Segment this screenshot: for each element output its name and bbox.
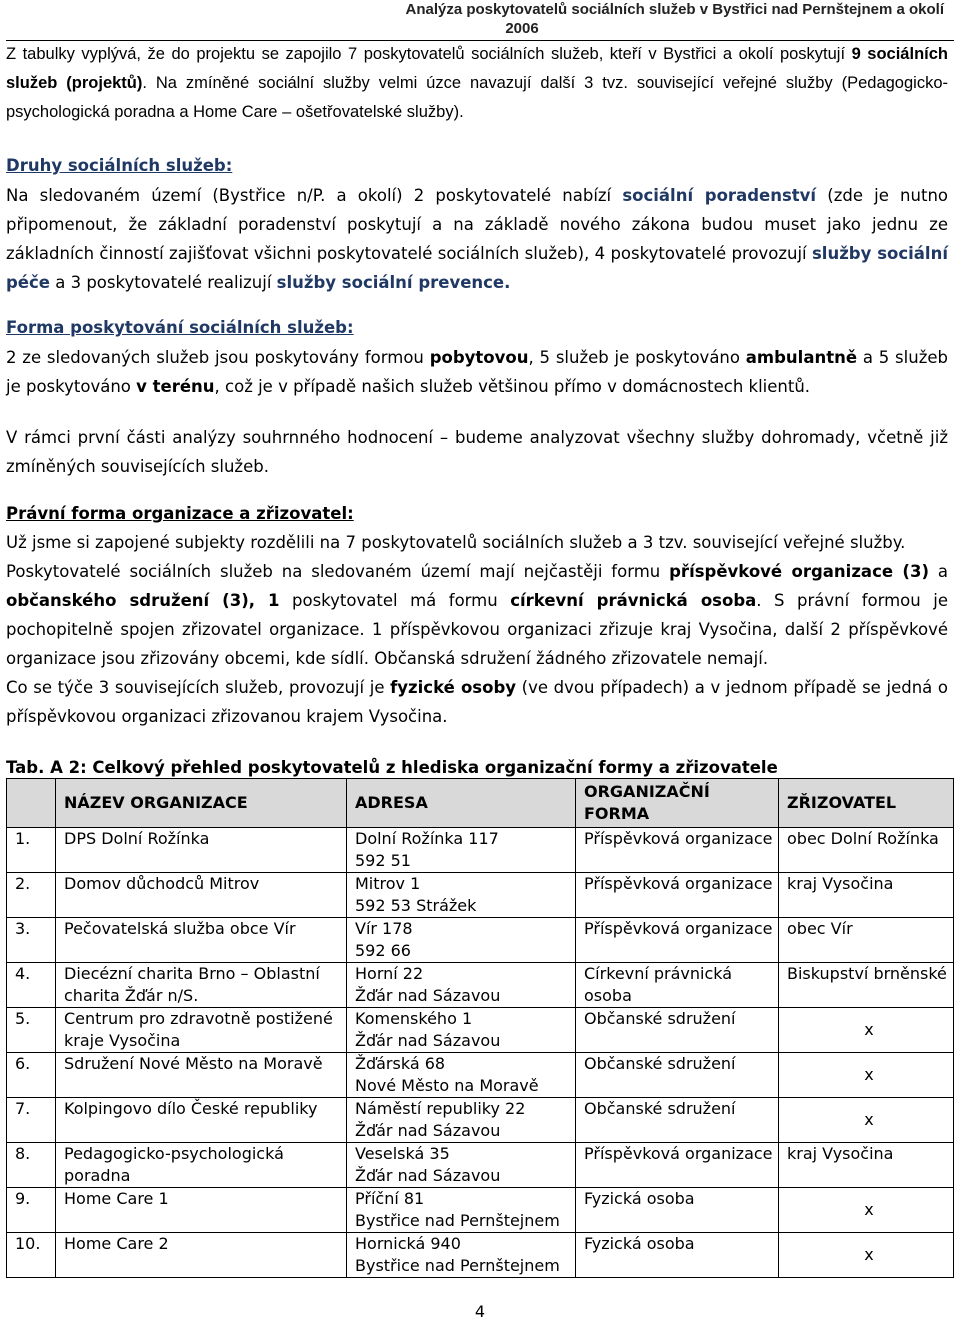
row-founder: x <box>779 1008 954 1053</box>
druhy-bold-1: sociální poradenství <box>622 186 817 205</box>
address-line-2: Nové Město na Moravě <box>355 1076 539 1095</box>
running-header <box>0 0 960 38</box>
row-address <box>347 918 576 963</box>
pravni-paragraph-2 <box>6 557 948 673</box>
row-name: DPS Dolní Rožínka <box>56 828 347 873</box>
address-line-2: Žďár nad Sázavou <box>355 1166 501 1185</box>
pravni-p2-bold-3: církevní právnická osoba <box>510 591 757 610</box>
pravni-p2-text-2: a <box>929 562 949 581</box>
row-form: Příspěvková organizace <box>576 828 779 873</box>
pravni-p2-bold-1: příspěvkové organizace (3) <box>669 562 929 581</box>
address-line-2: Bystřice nad Pernštejnem <box>355 1211 560 1230</box>
row-address <box>347 828 576 873</box>
row-form: Občanské sdružení <box>576 1008 779 1053</box>
druhy-bold-3: služby sociální prevence. <box>276 273 511 292</box>
row-form: Fyzická osoba <box>576 1233 779 1278</box>
row-address <box>347 873 576 918</box>
table-row <box>7 1098 954 1143</box>
row-number: 8. <box>7 1143 56 1188</box>
druhy-bold-2: služby sociální péče <box>6 244 948 292</box>
row-address <box>347 1098 576 1143</box>
address-line-2: Žďár nad Sázavou <box>355 1121 501 1140</box>
row-number: 5. <box>7 1008 56 1053</box>
address-line-2: 592 53 Strážek <box>355 896 477 915</box>
row-founder: x <box>779 1098 954 1143</box>
forma-text-2: , 5 služeb je poskytováno <box>528 348 746 367</box>
forma-bold-1: pobytovou <box>429 348 529 367</box>
address-line-1: Horní 22 <box>355 964 424 983</box>
row-number: 3. <box>7 918 56 963</box>
row-form: Příspěvková organizace <box>576 1143 779 1188</box>
row-number: 9. <box>7 1188 56 1233</box>
row-address <box>347 1053 576 1098</box>
row-address <box>347 1143 576 1188</box>
row-form: Příspěvková organizace <box>576 873 779 918</box>
address-line-2: Žďár nad Sázavou <box>355 1031 501 1050</box>
row-name: Home Care 1 <box>56 1188 347 1233</box>
row-number: 1. <box>7 828 56 873</box>
forma-bold-3: v terénu <box>136 377 215 396</box>
intro-bold: 9 sociálních služeb (projektů) <box>6 45 948 92</box>
table-row <box>7 1053 954 1098</box>
row-number: 4. <box>7 963 56 1008</box>
header-cell-num <box>7 779 56 828</box>
druhy-text-3: a 3 poskytovatelé realizují <box>49 273 277 292</box>
pravni-p2-bold-2: občanského sdružení (3), 1 <box>6 591 280 610</box>
row-founder: kraj Vysočina <box>779 1143 954 1188</box>
row-number: 10. <box>7 1233 56 1278</box>
row-founder: obec Vír <box>779 918 954 963</box>
table-body <box>7 828 954 1278</box>
pravni-p3-text-1: Co se týče 3 souvisejících služeb, provozují je <box>6 678 391 697</box>
table-row <box>7 918 954 963</box>
row-number: 2. <box>7 873 56 918</box>
header-cell-founder: ZŘIZOVATEL <box>779 779 954 828</box>
address-line-1: Hornická 940 <box>355 1234 461 1253</box>
address-line-1: Příční 81 <box>355 1189 425 1208</box>
row-founder: Biskupství brněnské <box>779 963 954 1008</box>
address-line-2: Bystřice nad Pernštejnem <box>355 1256 560 1275</box>
row-name: Pedagogicko-psychologická poradna <box>56 1143 347 1188</box>
row-form: Příspěvková organizace <box>576 918 779 963</box>
providers-table <box>6 778 954 1278</box>
row-name: Diecézní charita Brno – Oblastní charita Žďár n/S. <box>56 963 347 1008</box>
druhy-text-1: Na sledovaném území (Bystřice n/P. a okolí) 2 poskytovatelé nabízí <box>6 186 623 205</box>
row-form: Občanské sdružení <box>576 1053 779 1098</box>
summary-paragraph: V rámci první části analýzy souhrnného hodnocení – budeme analyzovat všechny služby dohromady, včetně již zmíněných souvisejících služeb. <box>6 428 948 476</box>
address-line-1: Mitrov 1 <box>355 874 421 893</box>
pravni-paragraph-1: Už jsme si zapojené subjekty rozdělili na 7 poskytovatelů sociálních služeb a 3 tzv. související veřejné služby. <box>6 533 906 552</box>
pravni-paragraph-3 <box>6 673 948 731</box>
address-line-1: Náměstí republiky 22 <box>355 1099 526 1118</box>
row-name: Centrum pro zdravotně postižené kraje Vysočina <box>56 1008 347 1053</box>
row-address <box>347 1008 576 1053</box>
pravni-p3-text-2: (ve dvou případech) a v jednom případě se jedná o příspěvkovou organizaci zřizovanou krajem Vysočina. <box>6 678 948 726</box>
intro-text-2: . Na zmíněné sociální služby velmi úzce navazují další 3 tvz. související veřejné služby (Pedagogicko-psychologická poradna a Home Care – ošetřovatelské služby). <box>6 74 948 121</box>
address-line-2: Žďár nad Sázavou <box>355 986 501 1005</box>
row-address <box>347 1233 576 1278</box>
row-founder: obec Dolní Rožínka <box>779 828 954 873</box>
row-name: Pečovatelská služba obce Vír <box>56 918 347 963</box>
row-address <box>347 963 576 1008</box>
table-row <box>7 1188 954 1233</box>
druhy-heading: Druhy sociálních služeb: <box>6 156 233 175</box>
row-form: Církevní právnická osoba <box>576 963 779 1008</box>
table-row <box>7 1008 954 1053</box>
row-form: Fyzická osoba <box>576 1188 779 1233</box>
address-line-1: Žďárská 68 <box>355 1054 446 1073</box>
pravni-p2-text-4: . S právní formou je pochopitelně spojen zřizovatel organizace. 1 příspěvkovou organizaci zřizuje kraj Vysočina, další 2 příspěvkové organizace jsou zřizovány obcemi, kde sídlí. Občanská sdružení žádného zřizovatele nemají. <box>6 591 948 668</box>
druhy-text-2: (zde je nutno připomenout, že základní poradenství poskytují a na základě nového zákona budou muset jako jednu ze základních činností zajišťovat všichni poskytovatelé sociálních služeb), 4 poskytovatelé provozují <box>6 186 948 263</box>
table-row <box>7 873 954 918</box>
address-line-2: 592 66 <box>355 941 411 960</box>
row-name: Sdružení Nové Město na Moravě <box>56 1053 347 1098</box>
row-name: Home Care 2 <box>56 1233 347 1278</box>
row-founder: x <box>779 1188 954 1233</box>
pravni-p3-bold-1: fyzické osoby <box>390 678 517 697</box>
pravni-p2-text-3: poskytovatel má formu <box>279 591 511 610</box>
forma-heading: Forma poskytování sociálních služeb: <box>6 318 354 337</box>
forma-text-3: a 5 služeb je poskytováno <box>6 348 948 396</box>
address-line-2: 592 51 <box>355 851 411 870</box>
row-address <box>347 1188 576 1233</box>
pravni-heading: Právní forma organizace a zřizovatel: <box>6 504 354 523</box>
intro-text-1: Z tabulky vyplývá, že do projektu se zapojilo 7 poskytovatelů sociálních služeb, kteří v Bystřici a okolí poskytují <box>6 45 852 63</box>
forma-bold-2: ambulantně <box>745 348 858 367</box>
table-header-row <box>7 779 954 828</box>
header-cell-form: ORGANIZAČNÍ FORMA <box>576 779 779 828</box>
table-row <box>7 1233 954 1278</box>
row-founder: x <box>779 1053 954 1098</box>
page-number: 4 <box>474 1302 486 1321</box>
row-founder: x <box>779 1233 954 1278</box>
table-row <box>7 828 954 873</box>
row-founder: kraj Vysočina <box>779 873 954 918</box>
row-name: Kolpingovo dílo České republiky <box>56 1098 347 1143</box>
forma-text-4: , což je v případě našich služeb většinou přímo v domácnostech klientů. <box>214 377 811 396</box>
header-title: Analýza poskytovatelů sociálních služeb v Bystřici nad Pernštejnem a okolí <box>405 1 944 18</box>
table-caption: Tab. A 2: Celkový přehled poskytovatelů z hlediska organizační formy a zřizovatele <box>6 758 778 777</box>
table-row <box>7 1143 954 1188</box>
address-line-1: Veselská 35 <box>355 1144 450 1163</box>
address-line-1: Komenského 1 <box>355 1009 473 1028</box>
row-number: 7. <box>7 1098 56 1143</box>
row-number: 6. <box>7 1053 56 1098</box>
druhy-paragraph <box>6 181 948 297</box>
forma-paragraph <box>6 343 948 401</box>
address-line-1: Vír 178 <box>355 919 413 938</box>
row-form: Občanské sdružení <box>576 1098 779 1143</box>
table-row <box>7 963 954 1008</box>
address-line-1: Dolní Rožínka 117 <box>355 829 499 848</box>
header-year: 2006 <box>505 20 539 37</box>
header-cell-name: NÁZEV ORGANIZACE <box>56 779 347 828</box>
pravni-p2-text-1: Poskytovatelé sociálních služeb na sledovaném území mají nejčastěji formu <box>6 562 670 581</box>
header-cell-address: ADRESA <box>347 779 576 828</box>
row-name: Domov důchodců Mitrov <box>56 873 347 918</box>
intro-paragraph <box>6 40 948 127</box>
forma-text-1: 2 ze sledovaných služeb jsou poskytovány formou <box>6 348 430 367</box>
